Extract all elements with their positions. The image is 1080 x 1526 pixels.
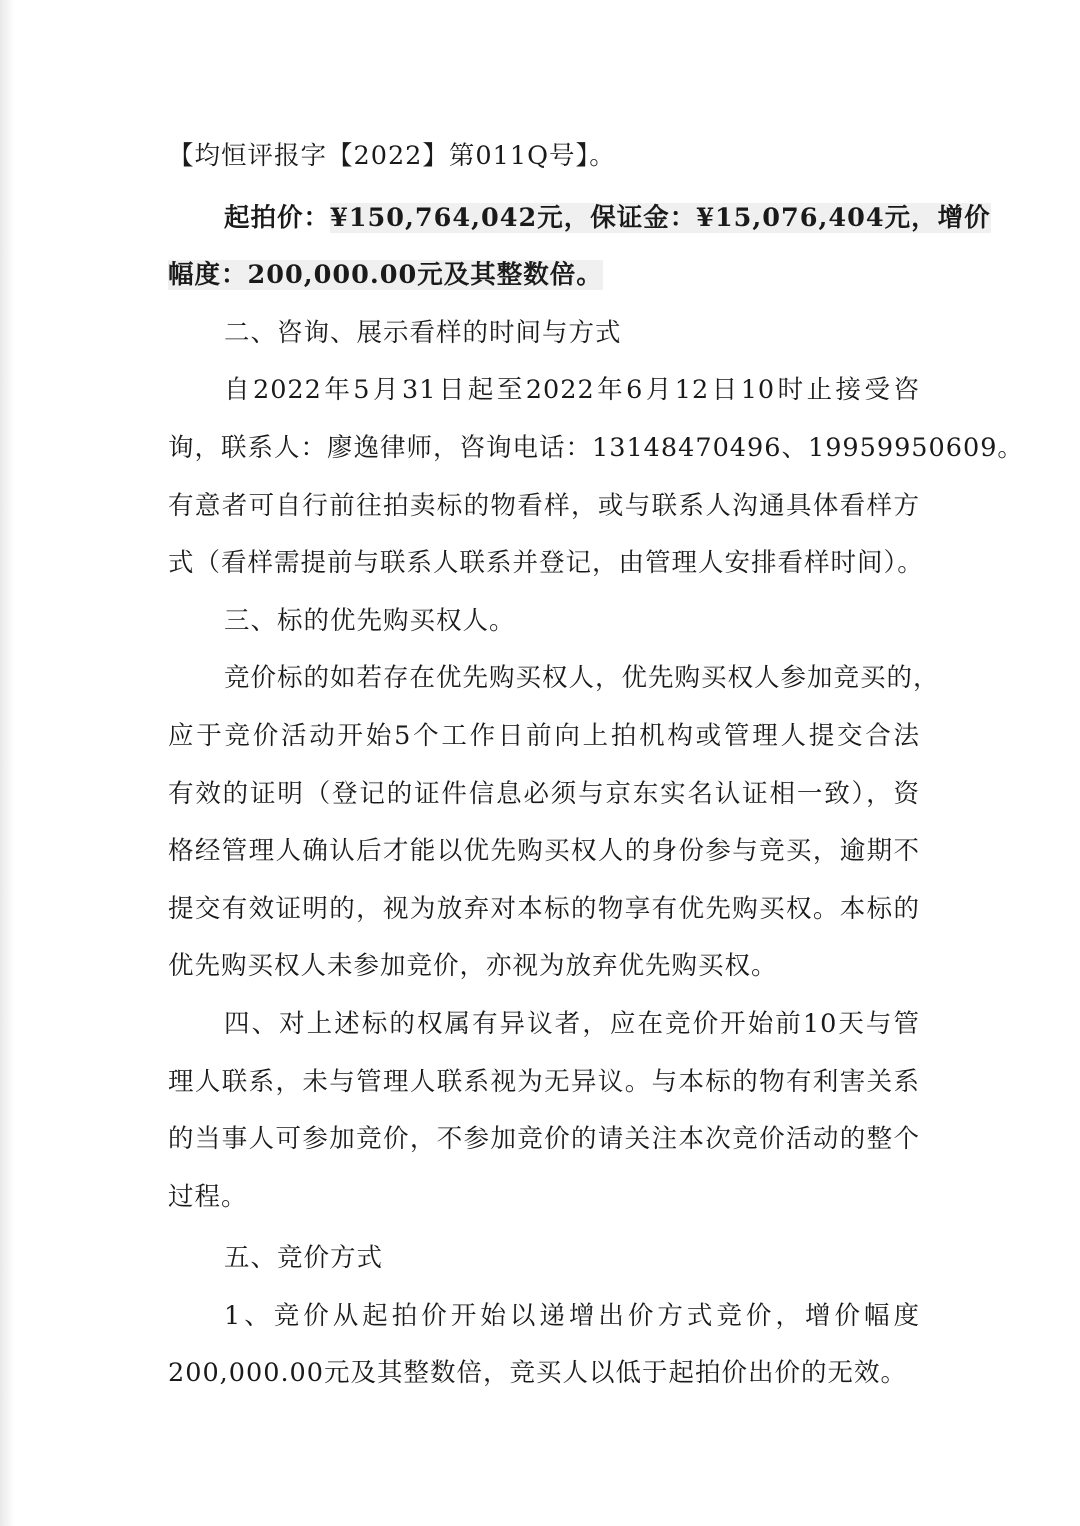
text-line-15: 优先购买权人未参加竞价，亦视为放弃优先购买权。 [168, 951, 778, 982]
text-line-13: 格经管理人确认后才能以优先购买权人的身份参与竞买，逾期不 [168, 836, 920, 867]
text-line-18: 的当事人可参加竞价，不参加竞价的请关注本次竞价活动的整个 [168, 1124, 920, 1155]
text-line-8: 式（看样需提前与联系人联系并登记，由管理人安排看样时间）。 [168, 548, 924, 579]
text-line-11: 应于竞价活动开始5个工作日前向上拍机构或管理人提交合法 [168, 720, 920, 751]
starting-price-value: ¥150,764,042元，保证金：¥15,076,404元，增价 [330, 202, 991, 233]
section-heading-2: 二、咨询、展示看样的时间与方式 [224, 317, 622, 348]
text-line-5: 自2022年5月31日起至2022年6月12日10时止接受咨 [224, 375, 920, 406]
text-line-7: 有意者可自行前往拍卖标的物看样，或与联系人沟通具体看样方 [168, 490, 920, 521]
section-heading-5: 五、竞价方式 [224, 1243, 384, 1274]
scan-edge-shadow [0, 0, 14, 1526]
starting-price-label: 起拍价： [224, 202, 331, 233]
document-body [168, 128, 1024, 1403]
increment-line: 幅度：200,000.00元及其整数倍。 [168, 260, 603, 291]
starting-price-line [168, 190, 991, 248]
section-heading-3: 三、标的优先购买权人。 [224, 605, 516, 636]
text-line-22: 200,000.00元及其整数倍，竞买人以低于起拍价出价的无效。 [168, 1358, 908, 1389]
text-line-14: 提交有效证明的，视为放弃对本标的物享有优先购买权。本标的 [168, 893, 920, 924]
text-line-12: 有效的证明（登记的证件信息必须与京东实名认证相一致），资 [168, 778, 920, 809]
text-line-17: 理人联系，未与管理人联系视为无异议。与本标的物有利害关系 [168, 1066, 920, 1097]
text-line-19: 过程。 [168, 1181, 248, 1212]
section-heading-4: 四、对上述标的权属有异议者，应在竞价开始前10天与管 [224, 1008, 920, 1039]
contact-line: 询，联系人：廖逸律师，咨询电话：13148470496、19959950609。 [168, 432, 1024, 463]
text-line-10: 竞价标的如若存在优先购买权人，优先购买权人参加竞买的， [224, 663, 940, 694]
text-line-21: 1、竞价从起拍价开始以递增出价方式竞价，增价幅度 [224, 1300, 920, 1331]
text-line-1: 【均恒评报字【2022】第011Q号】。 [168, 141, 616, 171]
